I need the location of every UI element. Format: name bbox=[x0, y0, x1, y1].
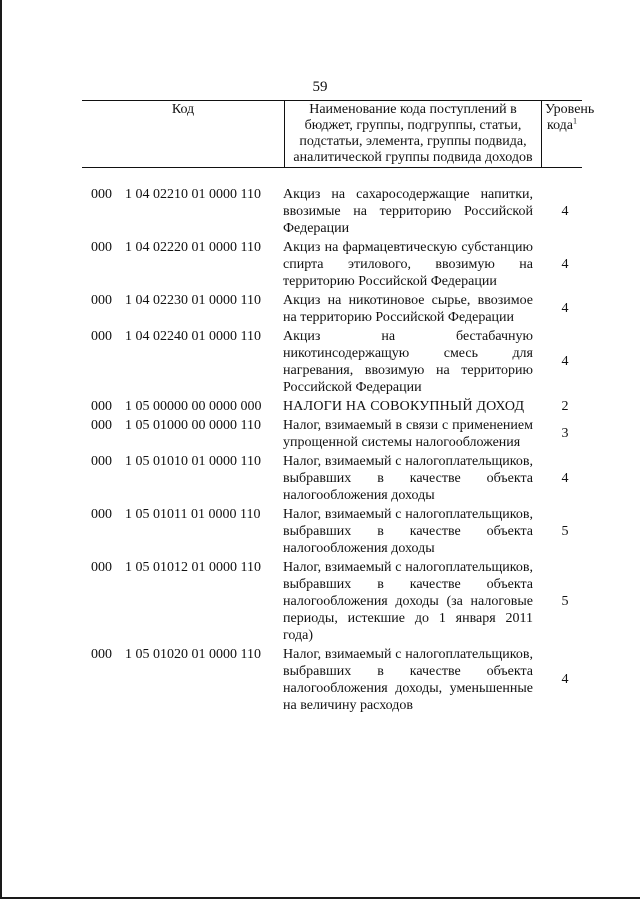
admin-code: 000 bbox=[91, 187, 112, 202]
table-row bbox=[0, 186, 640, 237]
revenue-name: НАЛОГИ НА СОВОКУПНЫЙ ДОХОД bbox=[283, 399, 525, 414]
revenue-name: Акциз на сахаросодержащие напитки, ввозимые на территорию Российской Федерации bbox=[283, 187, 533, 236]
admin-code: 000 bbox=[91, 240, 112, 255]
revenue-code: 1 05 01000 00 0000 110 bbox=[125, 418, 261, 433]
table-body bbox=[0, 186, 640, 716]
table-row bbox=[0, 417, 640, 451]
footnote-marker: 1 bbox=[573, 116, 578, 126]
admin-code: 000 bbox=[91, 647, 112, 662]
admin-code: 000 bbox=[91, 293, 112, 308]
table-row bbox=[0, 453, 640, 504]
admin-code: 000 bbox=[91, 454, 112, 469]
revenue-name: Налог, взимаемый с налогоплательщиков, выбравших в качестве объекта налогообложения доходы, уменьшенные на величину расходов bbox=[283, 647, 533, 713]
code-level: 4 bbox=[561, 301, 569, 316]
table-row bbox=[0, 239, 640, 290]
page-number: 59 bbox=[312, 79, 328, 95]
revenue-name: Акциз на никотиновое сырье, ввозимое на территорию Российской Федерации bbox=[283, 293, 533, 325]
revenue-code: 1 05 01011 01 0000 110 bbox=[125, 507, 261, 522]
table-row bbox=[0, 506, 640, 557]
code-level: 5 bbox=[561, 593, 569, 609]
code-level: 4 bbox=[561, 256, 569, 272]
revenue-name: Налог, взимаемый с налогоплательщиков, выбравших в качестве объекта налогообложения доходы bbox=[283, 454, 533, 503]
code-level: 4 bbox=[561, 672, 569, 687]
revenue-code: 1 05 00000 00 0000 000 bbox=[125, 399, 262, 414]
revenue-name: Налог, взимаемый с налогоплательщиков, выбравших в качестве объекта налогообложения доходы bbox=[283, 507, 533, 556]
revenue-code: 1 05 01020 01 0000 110 bbox=[125, 647, 261, 662]
admin-code: 000 bbox=[91, 560, 112, 575]
revenue-name: Акциз на бестабачную никотинсодержащую смесь для нагревания, ввозимую на территорию Российской Федерации bbox=[283, 329, 533, 395]
admin-code: 000 bbox=[91, 399, 112, 414]
table-row bbox=[0, 559, 640, 644]
code-level: 4 bbox=[561, 354, 569, 369]
revenue-code: 1 04 02220 01 0000 110 bbox=[125, 240, 261, 255]
code-level: 4 bbox=[561, 203, 569, 219]
code-level: 4 bbox=[561, 470, 569, 486]
code-level: 3 bbox=[561, 426, 569, 441]
code-level: 5 bbox=[561, 523, 569, 539]
admin-code: 000 bbox=[91, 329, 112, 344]
header-level bbox=[542, 101, 595, 168]
admin-code: 000 bbox=[91, 418, 112, 433]
admin-code: 000 bbox=[91, 507, 112, 522]
revenue-code: 1 04 02230 01 0000 110 bbox=[125, 293, 261, 308]
table-row bbox=[0, 646, 640, 714]
table-header bbox=[82, 100, 595, 168]
header-level-code-word: кода bbox=[546, 118, 574, 133]
revenue-code: 1 05 01010 01 0000 110 bbox=[125, 454, 261, 469]
header-level-label-2 bbox=[545, 118, 579, 134]
header-name: Наименование кода поступлений в бюджет, группы, подгруппы, статьи, подстатьи, элемента, группы подвида, аналитической группы подвида доходов bbox=[285, 101, 542, 168]
revenue-name: Налог, взимаемый с налогоплательщиков, выбравших в качестве объекта налогообложения доходы (за налоговые периоды, истекшие до 1 января 2011 года) bbox=[283, 560, 533, 643]
header-level-label: Уровень bbox=[545, 102, 595, 117]
revenue-name: Налог, взимаемый в связи с применением упрощенной системы налогообложения bbox=[283, 418, 533, 450]
code-level: 2 bbox=[561, 398, 569, 414]
table-row bbox=[0, 292, 640, 326]
table-row bbox=[0, 398, 640, 415]
revenue-name: Акциз на фармацевтическую субстанцию спирта этилового, ввозимую на территорию Российской Федерации bbox=[283, 240, 533, 289]
revenue-code: 1 04 02210 01 0000 110 bbox=[125, 187, 261, 202]
revenue-code: 1 04 02240 01 0000 110 bbox=[125, 329, 261, 344]
revenue-code: 1 05 01012 01 0000 110 bbox=[125, 560, 261, 575]
table-row bbox=[0, 328, 640, 396]
header-code: Код bbox=[82, 101, 285, 168]
